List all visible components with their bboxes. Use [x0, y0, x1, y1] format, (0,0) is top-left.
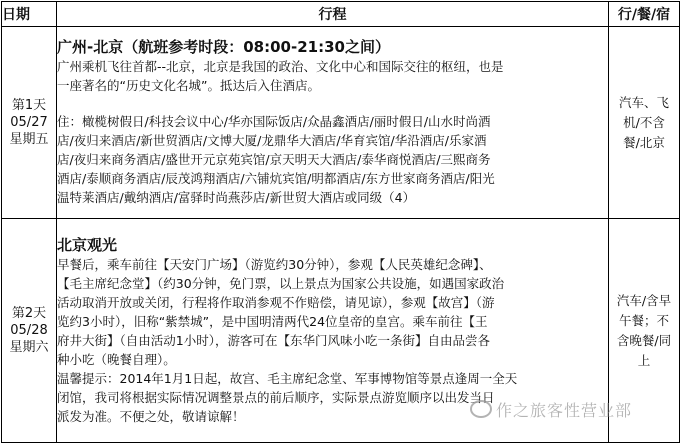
day2-line: 【毛主席纪念堂】（约30分钟，免门票，以上景点为国家公共设施，如遇国家政治 [57, 275, 505, 291]
watermark-text: 作之旅客性营业部 [496, 401, 633, 420]
day2-line: 种小吃（晚餐自理）。 [57, 351, 176, 367]
day1-line: 住：橄榄树假日/科技会议中心/华亦国际饭店/众晶鑫酒店/丽时假日/山水时尚酒 [57, 114, 491, 129]
day1-line: 店/夜归来商务酒店/盛世开元京苑宾馆/京天明天大酒店/泰华商悦酒店/三熙商务 [57, 152, 491, 167]
day1-itinerary [57, 27, 609, 219]
header-itinerary: 行程 [57, 2, 609, 27]
day2-line: 闭馆，我司将根据实际情况调整景点的前后顺序，实际景点游览顺序以出发当日 [57, 389, 495, 405]
day2-date-cell [2, 219, 57, 443]
day2-title: 北京观光 [57, 235, 118, 254]
day1-date: 05/27 [10, 115, 48, 130]
day2-service-line: 午餐；不 [618, 312, 669, 328]
header-row [2, 2, 680, 27]
day1-service-line: 餐/北京 [623, 134, 665, 150]
day1-date-cell [2, 27, 57, 219]
header-service: 行/餐/宿 [609, 2, 680, 27]
day2-line: 活动取消开放或关闭，行程将作取消参观不作赔偿，请见谅），参观【故宫】（游 [57, 294, 495, 310]
day1-service-line: 汽车、飞 [618, 94, 669, 110]
day2-line: 派发为准。不便之处，敬请谅解！ [57, 408, 245, 424]
day2-line: 温馨提示：2014年1月1日起，故宫、毛主席纪念堂、军事博物馆等景点逢周一全天 [57, 370, 518, 386]
day2-service-line: 上 [637, 352, 651, 368]
day1-day: 第1天 [11, 98, 47, 113]
day2-weekday: 星期六 [9, 340, 49, 355]
day1-spacer [57, 95, 608, 112]
day1-service [609, 27, 680, 219]
day1-row [2, 27, 680, 219]
header-date: 日期 [2, 2, 57, 27]
day2-line: 早餐后，乘车前往【天安门广场】（游览约30分钟），参观【人民英雄纪念碑】、 [57, 256, 492, 272]
day1-line: 广州乘机飞往首都--北京，北京是我国的政治、文化中心和国际交往的枢纽，也是 [57, 59, 504, 74]
watermark [470, 398, 632, 421]
day1-service-line: 机/不含 [623, 114, 665, 130]
day2-service-line: 汽车/含早 [616, 292, 672, 308]
day1-line: 一座著名的“历史文化名城”。抵达后入住酒店。 [57, 78, 320, 93]
day2-date: 05/28 [10, 323, 48, 338]
day1-line: 店/夜归来酒店/新世贸酒店/文博大厦/龙鼎华大酒店/华育宾馆/华沿酒店/乐家酒 [57, 133, 487, 148]
day2-line: 府井大街】（自由活动1小时），游客可在【东华门风味小吃一条街】自由品尝各 [57, 332, 490, 348]
day2-line: 览约3小时），旧称“紫禁城”，是中国明清两代24位皇帝的皇宫。乘车前往【王 [57, 313, 488, 329]
day1-line: 酒店/泰顺商务酒店/辰茂鸿翔酒店/六铺炕宾馆/明都酒店/东方世家商务酒店/阳光 [57, 171, 495, 186]
day1-weekday: 星期五 [9, 132, 49, 147]
wechat-icon [470, 400, 492, 418]
day2-service-line: 含晚餐/同 [616, 332, 672, 348]
day1-line: 温特莱酒店/戴纳酒店/富驿时尚燕莎店/新世贸大酒店或同级（4） [57, 190, 416, 205]
itinerary-table [1, 1, 680, 443]
day1-title: 广州-北京（航班参考时段：08:00-21:30之间） [57, 38, 390, 56]
day2-day: 第2天 [11, 306, 47, 321]
